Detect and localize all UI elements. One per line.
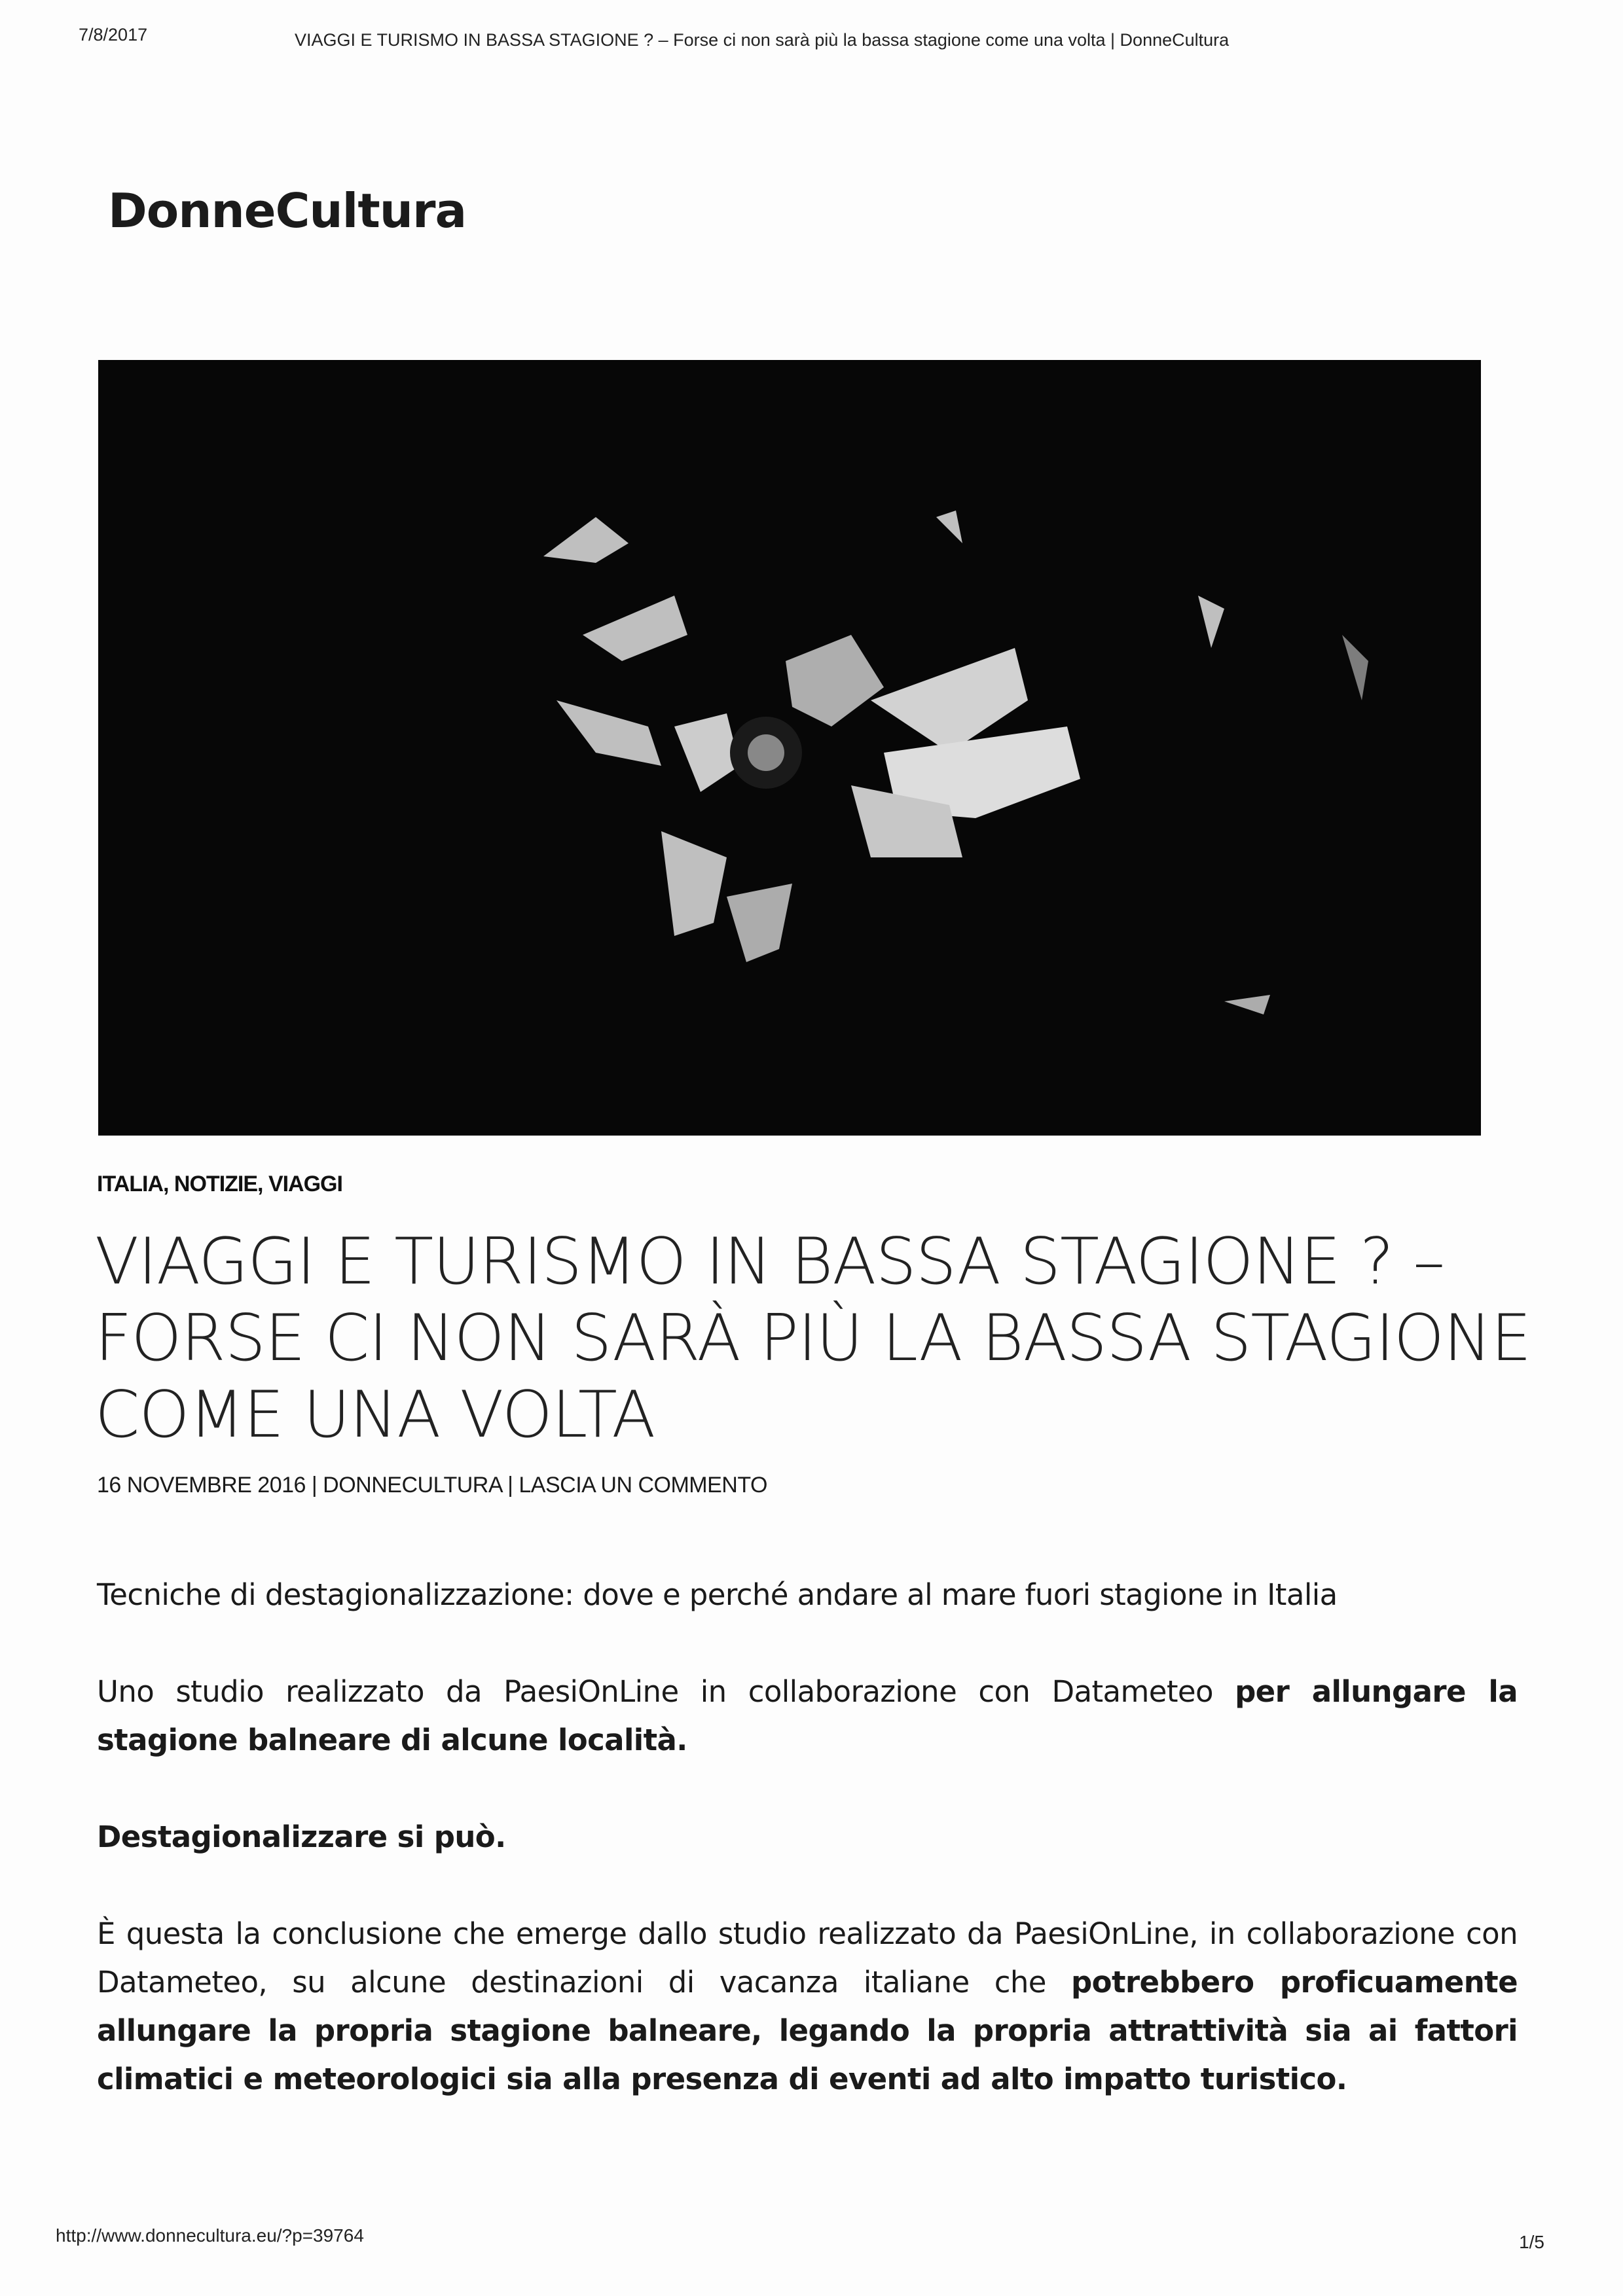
category-links: ITALIA, NOTIZIE, VIAGGI [97,1172,342,1196]
paragraph: Destagionalizzare si può. [97,1820,506,1854]
paragraph: Tecniche di destagionalizzazione: dove e perché andare al mare fuori stagione in Italia [97,1577,1338,1612]
featured-image [98,360,1481,1136]
article-body [97,1571,1518,2152]
author-link[interactable]: DONNECULTURA [323,1473,502,1498]
article-title-line: COME UNA VOLTA [95,1378,655,1452]
print-date: 7/8/2017 [79,25,148,45]
article-title [95,1224,1531,1454]
print-header [79,25,1544,58]
print-page-title: VIAGGI E TURISMO IN BASSA STAGIONE ? – Forse ci non sarà più la bassa stagione come una volta | DonneCultura [295,30,1230,50]
paragraph: È questa la conclusione che emerge dallo studio realizzato da PaesiOnLine, in collaborazione con Datameteo, su alcune destinazioni di vacanza italiane che potrebbero proficuamente allungare la propria stagione balneare, legando la propria attrattività sia ai fattori climatici e meteorologici sia alla presenza di eventi ad alto impatto turistico. [97,1916,1518,2096]
comment-link[interactable]: LASCIA UN COMMENTO [519,1473,767,1498]
paragraph: Uno studio realizzato da PaesiOnLine in collaborazione con Datameteo per allungare la stagione balneare di alcune località. [97,1674,1518,1757]
page-url: http://www.donnecultura.eu/?p=39764 [56,2225,364,2246]
category-viaggi[interactable]: VIAGGI [268,1172,342,1196]
site-logo[interactable]: DonneCultura [108,183,467,238]
article-title-line: FORSE CI NON SARÀ PIÙ LA BASSA STAGIONE [95,1301,1531,1376]
print-footer [56,2225,1544,2251]
flower-photo [98,360,1481,1136]
page-number: 1/5 [1519,2232,1544,2252]
category-italia[interactable]: ITALIA [97,1172,164,1196]
article-title-line: VIAGGI E TURISMO IN BASSA STAGIONE ? – [95,1225,1445,1299]
post-date: 16 NOVEMBRE 2016 [97,1473,306,1498]
article-meta: 16 NOVEMBRE 2016 | DONNECULTURA | LASCIA UN COMMENTO [97,1473,767,1498]
category-notizie[interactable]: NOTIZIE [173,1172,258,1196]
